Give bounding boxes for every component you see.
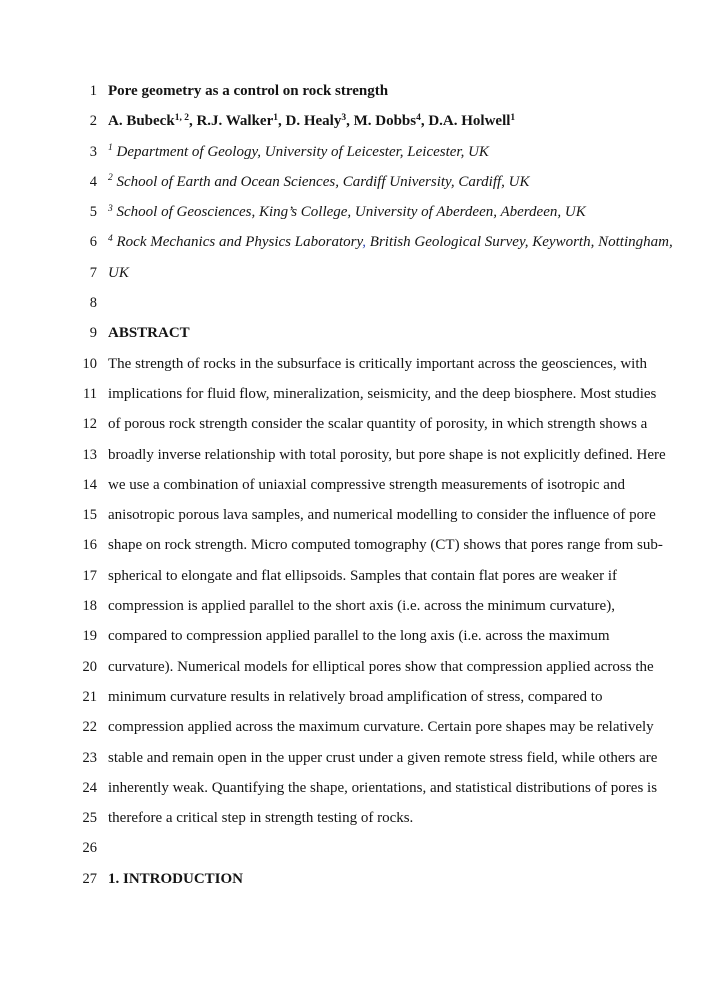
line-number: 16 xyxy=(82,537,97,554)
text-segment: British Geological Survey, Keyworth, Nottingham, xyxy=(366,234,673,251)
line-number: 15 xyxy=(82,507,97,524)
manuscript-line xyxy=(0,409,707,439)
line-text xyxy=(108,621,610,651)
manuscript-line xyxy=(0,621,707,651)
line-number: 11 xyxy=(83,385,97,402)
line-text xyxy=(108,864,243,894)
text-segment: Rock Mechanics and Physics Laboratory xyxy=(112,234,363,251)
line-text xyxy=(108,318,190,348)
manuscript-line xyxy=(0,500,707,530)
line-number: 24 xyxy=(82,779,97,796)
text-segment: we use a combination of uniaxial compressive strength measurements of isotropic and xyxy=(108,476,625,493)
line-number: 23 xyxy=(82,749,97,766)
text-segment: School of Earth and Ocean Sciences, Cardiff University, Cardiff, UK xyxy=(112,173,530,190)
text-segment: minimum curvature results in relatively broad amplification of stress, compared to xyxy=(108,688,603,705)
text-segment: spherical to elongate and flat ellipsoids. Samples that contain flat pores are weaker if xyxy=(108,567,617,584)
manuscript-line xyxy=(0,258,707,288)
line-number: 18 xyxy=(82,598,97,615)
text-segment: shape on rock strength. Micro computed tomography (CT) shows that pores range from sub- xyxy=(108,537,663,554)
superscript: 3 xyxy=(341,112,347,123)
line-number: 8 xyxy=(89,295,97,312)
line-text xyxy=(108,197,586,227)
manuscript-line xyxy=(0,803,707,833)
superscript: 4 xyxy=(416,112,421,123)
line-number: 5 xyxy=(89,204,97,221)
line-text xyxy=(108,76,388,106)
line-text xyxy=(108,773,657,803)
manuscript-line xyxy=(0,440,707,470)
manuscript-line xyxy=(0,137,707,167)
manuscript-line xyxy=(0,227,707,257)
text-segment: anisotropic porous lava samples, and numerical modelling to consider the influence of pore xyxy=(108,507,656,524)
text-segment: implications for fluid flow, mineralization, seismicity, and the deep biosphere. Most studies xyxy=(108,385,657,402)
manuscript-line xyxy=(0,652,707,682)
text-segment: Pore geometry as a control on rock strength xyxy=(108,83,389,99)
line-text xyxy=(108,258,129,288)
line-text xyxy=(108,137,489,167)
text-segment: , D. Healy xyxy=(278,113,342,130)
line-text xyxy=(108,500,656,530)
superscript: 4 xyxy=(108,233,113,244)
text-segment: Department of Geology, University of Leicester, Leicester, UK xyxy=(112,143,489,160)
superscript: 1, 2 xyxy=(174,112,189,123)
line-number: 13 xyxy=(82,446,97,463)
line-number: 9 xyxy=(89,325,97,342)
line-number: 2 xyxy=(89,113,97,130)
line-text xyxy=(108,106,515,136)
line-text xyxy=(108,712,654,742)
manuscript-line xyxy=(0,712,707,742)
line-text xyxy=(108,227,673,257)
text-segment: broadly inverse relationship with total porosity, but pore shape is not explicitly defined. Here xyxy=(108,446,666,463)
manuscript-line xyxy=(0,379,707,409)
line-text xyxy=(108,440,666,470)
line-number: 4 xyxy=(89,173,97,190)
line-text xyxy=(108,167,530,197)
superscript: 1 xyxy=(510,112,516,123)
line-number: 27 xyxy=(82,870,97,887)
text-segment: 1. INTRODUCTION xyxy=(108,870,244,887)
line-number: 10 xyxy=(82,355,97,372)
line-number: 21 xyxy=(82,688,97,705)
line-number: 22 xyxy=(82,719,97,736)
manuscript-line xyxy=(0,288,707,318)
line-container xyxy=(0,76,707,894)
text-segment: stable and remain open in the upper crust under a given remote stress field, while others are xyxy=(108,749,658,766)
manuscript-line xyxy=(0,561,707,591)
manuscript-line xyxy=(0,76,707,106)
line-text xyxy=(108,682,602,712)
text-segment: , R.J. Walker xyxy=(188,113,274,130)
superscript: 2 xyxy=(108,173,113,184)
line-text xyxy=(108,349,647,379)
manuscript-line xyxy=(0,530,707,560)
superscript: 1 xyxy=(108,143,113,154)
text-segment: curvature). Numerical models for elliptical pores show that compression applied across the xyxy=(108,658,654,675)
line-text xyxy=(108,409,647,439)
line-number: 25 xyxy=(82,810,97,827)
manuscript-line xyxy=(0,318,707,348)
superscript: 3 xyxy=(108,203,113,214)
line-text xyxy=(108,652,654,682)
line-number: 3 xyxy=(89,143,97,160)
text-segment: compression is applied parallel to the short axis (i.e. across the minimum curvature), xyxy=(108,598,615,615)
line-number: 12 xyxy=(82,416,97,433)
text-segment: School of Geosciences, King’s College, University of Aberdeen, Aberdeen, UK xyxy=(112,204,586,221)
line-number: 26 xyxy=(82,840,97,857)
line-text xyxy=(108,379,656,409)
text-segment: of porous rock strength consider the scalar quantity of porosity, in which strength shows a xyxy=(108,416,648,433)
manuscript-line xyxy=(0,591,707,621)
text-segment: , xyxy=(362,234,367,251)
text-segment: A. Bubeck xyxy=(108,113,175,130)
text-segment: inherently weak. Quantifying the shape, orientations, and statistical distributions of pores is xyxy=(108,779,658,796)
line-number: 14 xyxy=(82,476,97,493)
line-text xyxy=(108,743,657,773)
manuscript-line xyxy=(0,470,707,500)
line-number: 6 xyxy=(89,234,97,251)
line-text xyxy=(108,470,625,500)
line-number: 1 xyxy=(89,83,97,99)
manuscript-line xyxy=(0,197,707,227)
manuscript-line xyxy=(0,864,707,894)
manuscript-line xyxy=(0,167,707,197)
line-number: 17 xyxy=(82,567,97,584)
text-segment: UK xyxy=(108,264,129,281)
manuscript-line xyxy=(0,773,707,803)
manuscript-line xyxy=(0,833,707,863)
text-segment: , D.A. Holwell xyxy=(420,113,511,130)
text-segment: compared to compression applied parallel to the long axis (i.e. across the maximum xyxy=(108,628,610,645)
line-number: 19 xyxy=(82,628,97,645)
line-text xyxy=(108,591,615,621)
text-segment: ABSTRACT xyxy=(108,325,190,342)
line-text xyxy=(108,803,413,833)
text-segment: , M. Dobbs xyxy=(346,113,417,130)
manuscript-line xyxy=(0,743,707,773)
text-segment: The strength of rocks in the subsurface is critically important across the geosciences, with xyxy=(108,355,648,372)
line-number: 20 xyxy=(82,658,97,675)
manuscript-line xyxy=(0,349,707,379)
manuscript-line xyxy=(0,106,707,136)
line-text xyxy=(108,561,617,591)
manuscript-line xyxy=(0,682,707,712)
text-segment: therefore a critical step in strength testing of rocks. xyxy=(108,810,414,827)
text-segment: compression applied across the maximum curvature. Certain pore shapes may be relatively xyxy=(108,719,654,736)
line-number: 7 xyxy=(89,264,97,281)
superscript: 1 xyxy=(273,112,278,123)
line-text xyxy=(108,530,663,560)
